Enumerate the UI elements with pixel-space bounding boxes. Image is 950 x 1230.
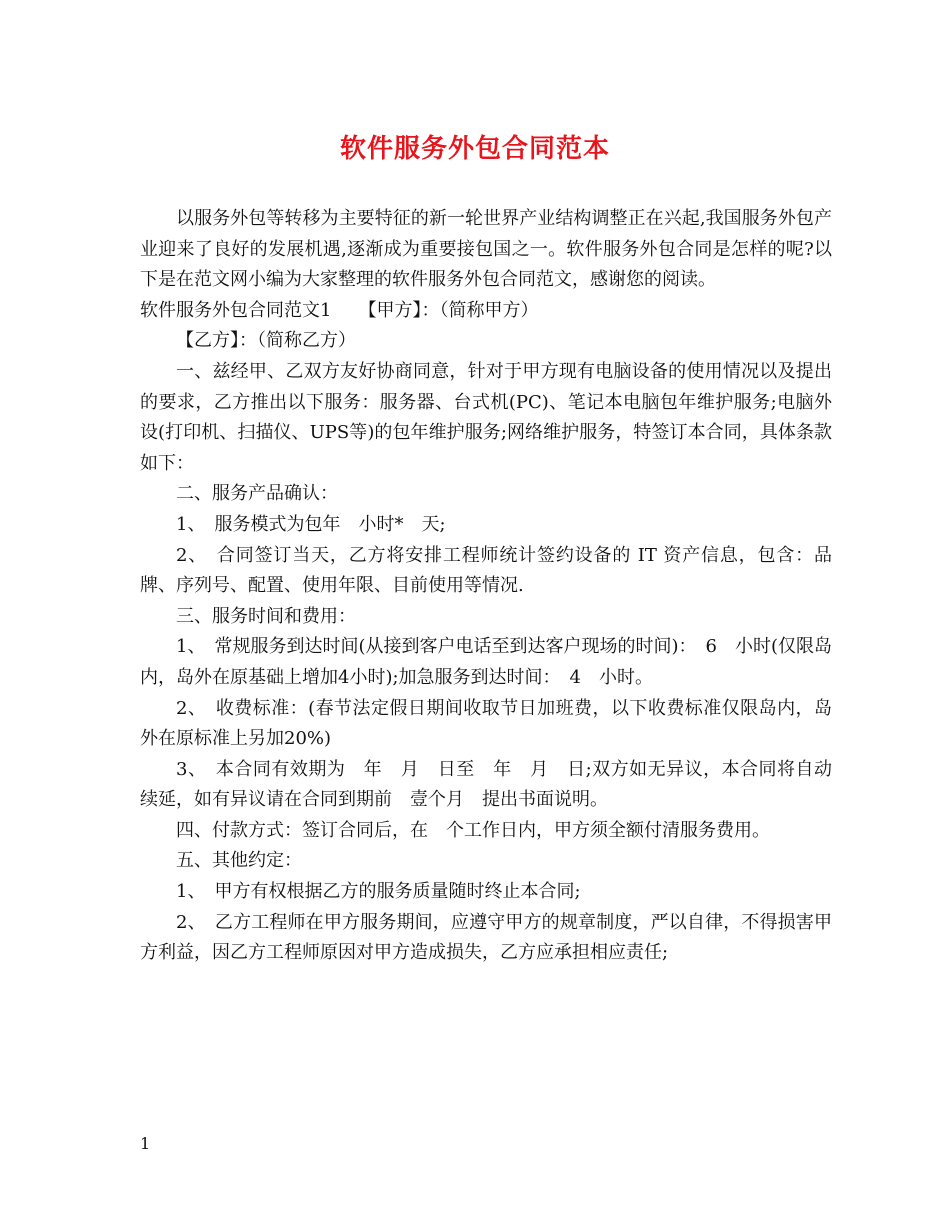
intro-paragraph: 以服务外包等转移为主要特征的新一轮世界产业结构调整正在兴起,我国服务外包产业迎来了良好的发展机遇,逐渐成为重要接包国之一。软件服务外包合同是怎样的呢?以下是在范文网小编为大家整理的软件服务外包合同范文，感谢您的阅读。: [140, 208, 832, 291]
party-b-line: 【乙方】：（简称乙方）: [176, 330, 356, 352]
clause-3-item-3: 3、 本合同有效期为 年 月 日至 年 月 日;双方如无异议，本合同将自动续延，如有异议请在合同到期前 壹个月 提出书面说明。: [140, 758, 832, 811]
clause-2-item-1: 1、 服务模式为包年 小时* 天;: [176, 513, 446, 535]
clause-2-item-2: 2、 合同签订当天，乙方将安排工程师统计签约设备的 IT 资产信息，包含：品牌、序列号、配置、使用年限、目前使用等情况.: [140, 544, 832, 597]
document-body: [140, 204, 832, 969]
clause-1: 一、兹经甲、乙双方友好协商同意，针对于甲方现有电脑设备的使用情况以及提出的要求，乙方推出以下服务：服务器、台式机(PC)、笔记本电脑包年维护服务;电脑外设(打印机、扫描仪、UPS等)的包年维护服务;网络维护服务，特签订本合同，具体条款如下：: [140, 360, 832, 474]
clause-3-heading: 三、服务时间和费用：: [176, 605, 356, 627]
page-number: 1: [140, 1134, 151, 1153]
clause-2-heading: 二、服务产品确认：: [176, 483, 338, 505]
clause-5-item-1: 1、 甲方有权根据乙方的服务质量随时终止本合同;: [176, 881, 581, 903]
clause-4: 四、付款方式：签订合同后，在 个工作日内，甲方须全额付清服务费用。: [176, 819, 770, 841]
clause-3-item-2: 2、 收费标准：(春节法定假日期间收取节日加班费，以下收费标准仅限岛内，岛外在原标准上另加20%): [140, 697, 832, 750]
contract-heading-party-a: 软件服务外包合同范文1 【甲方】：（简称甲方）: [140, 299, 539, 321]
clause-3-item-1: 1、 常规服务到达时间(从接到客户电话至到达客户现场的时间)： 6 小时(仅限岛内，岛外在原基础上增加4小时);加急服务到达时间： 4 小时。: [140, 636, 832, 688]
document-title: 软件服务外包合同范本: [339, 134, 610, 164]
clause-5-item-2: 2、 乙方工程师在甲方服务期间，应遵守甲方的规章制度，严以自律，不得损害甲方利益，因乙方工程师原因对甲方造成损失，乙方应承担相应责任;: [140, 911, 832, 964]
clause-5-heading: 五、其他约定：: [176, 850, 302, 872]
